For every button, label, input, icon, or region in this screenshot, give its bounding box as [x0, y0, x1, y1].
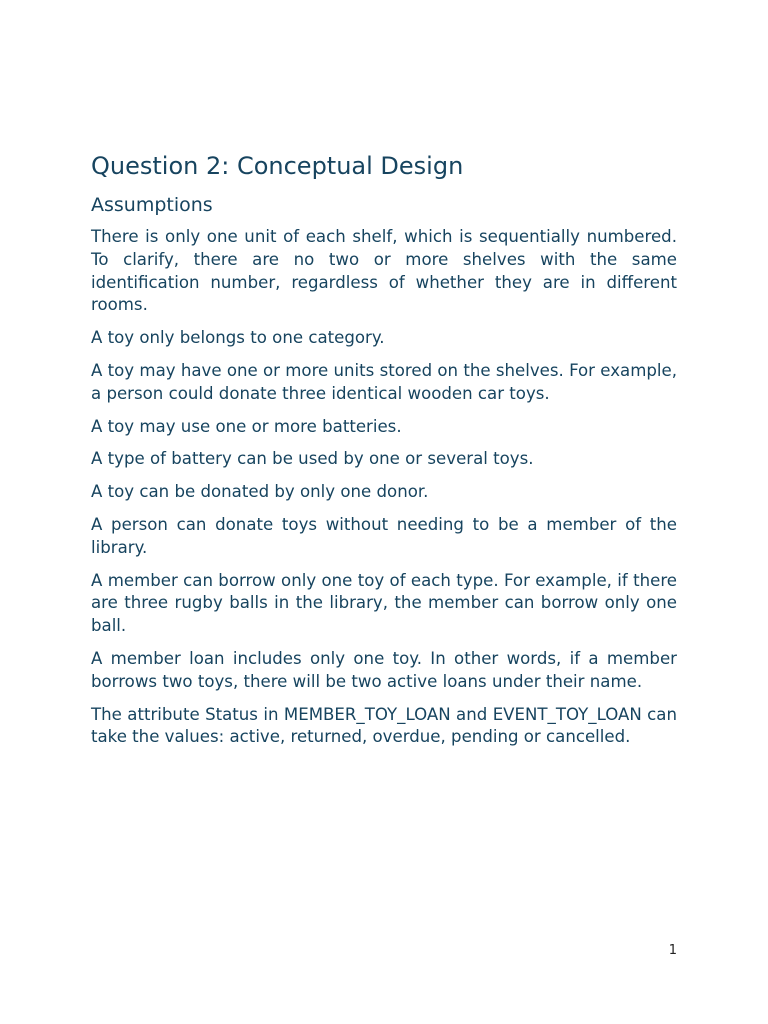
paragraph-toy-category: A toy only belongs to one category.: [91, 328, 385, 348]
paragraph-battery-type: A type of battery can be used by one or several toys.: [91, 449, 534, 469]
page-content: [91, 150, 677, 749]
paragraph-donor-membership: A person can donate toys without needing to be a member of the library.: [91, 514, 677, 557]
paragraph-loan-single-toy: A member loan includes only one toy. In other words, if a member borrows two toys, there will be two active loans under their name.: [91, 648, 677, 691]
paragraph-toy-donor: A toy can be donated by only one donor.: [91, 482, 429, 502]
section-heading: Assumptions: [91, 194, 213, 216]
paragraph-borrow-limit: A member can borrow only one toy of each type. For example, if there are three rugby balls in the library, the member can borrow only one ball.: [91, 570, 677, 636]
paragraph-status-values: The attribute Status in MEMBER_TOY_LOAN and EVENT_TOY_LOAN can take the values: active, returned, overdue, pending or cancelled.: [91, 704, 677, 747]
paragraph-toy-units: A toy may have one or more units stored on the shelves. For example, a person could donate three identical wooden car toys.: [91, 360, 677, 403]
page-title: Question 2: Conceptual Design: [91, 152, 464, 180]
page-number: 1: [668, 943, 677, 958]
paragraph-shelf-numbering: There is only one unit of each shelf, which is sequentially numbered. To clarify, there are no two or more shelves with the same identification number, regardless of whether they are in different rooms.: [91, 227, 677, 315]
paragraph-toy-batteries: A toy may use one or more batteries.: [91, 416, 402, 436]
